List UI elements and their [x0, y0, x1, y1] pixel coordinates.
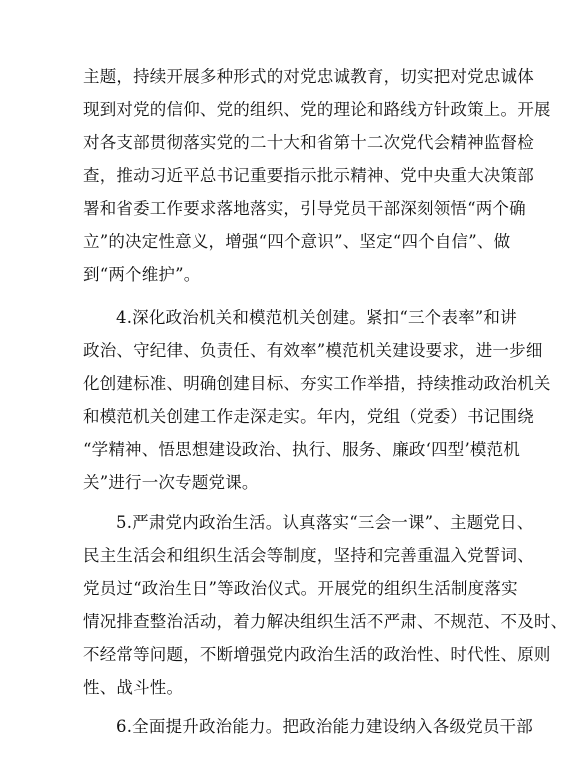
text-line: 署和省委工作要求落地落实，引导党员干部深刻领悟“两个确 [83, 199, 526, 218]
text-line: 5.严肃党内政治生活。认真落实“三会一课”、主题党日、 [116, 513, 534, 532]
text-line: 到“两个维护”。 [83, 265, 201, 284]
text-line: 立”的决定性意义，增强“四个意识”、坚定“四个自信”、做 [83, 232, 511, 251]
text-line: 主题，持续开展多种形式的对党忠诚教育，切实把对党忠诚体 [83, 67, 534, 86]
text-line: 6.全面提升政治能力。把政治能力建设纳入各级党员干部 [116, 717, 533, 736]
text-line: 情况排查整治活动，着力解决组织生活不严肃、不规范、不及时、 [83, 612, 568, 631]
text-line: 民主生活会和组织生活会等制度，坚持和完善重温入党誓词、 [83, 546, 534, 565]
text-line: 不经常等问题，不断增强党内政治生活的政治性、时代性、原则 [83, 645, 551, 664]
text-line: 查，推动习近平总书记重要指示批示精神、党中央重大决策部 [83, 166, 534, 185]
text-line: 化创建标准、明确创建目标、夯实工作举措，持续推动政治机关 [83, 374, 551, 393]
text-line: 关”进行一次专题党课。 [83, 473, 259, 492]
text-line: 政治、守纪律、负责任、有效率”模范机关建设要求，进一步细 [83, 341, 543, 360]
text-line: 现到对党的信仰、党的组织、党的理论和路线方针政策上。开展 [83, 100, 551, 119]
text-line: 和模范机关创建工作走深走实。年内，党组（党委）书记围绕 [83, 407, 534, 426]
text-line: 性、战斗性。 [83, 678, 184, 697]
text-line: 对各支部贯彻落实党的二十大和省第十二次党代会精神监督检 [83, 133, 534, 152]
text-line: 党员过“政治生日”等政治仪式。开展党的组织生活制度落实 [83, 579, 518, 598]
text-line: “学精神、悟思想建设政治、执行、服务、廉政‘四型’模范机 [83, 440, 521, 459]
text-line: 4.深化政治机关和模范机关创建。紧扣“三个表率”和讲 [116, 308, 517, 327]
